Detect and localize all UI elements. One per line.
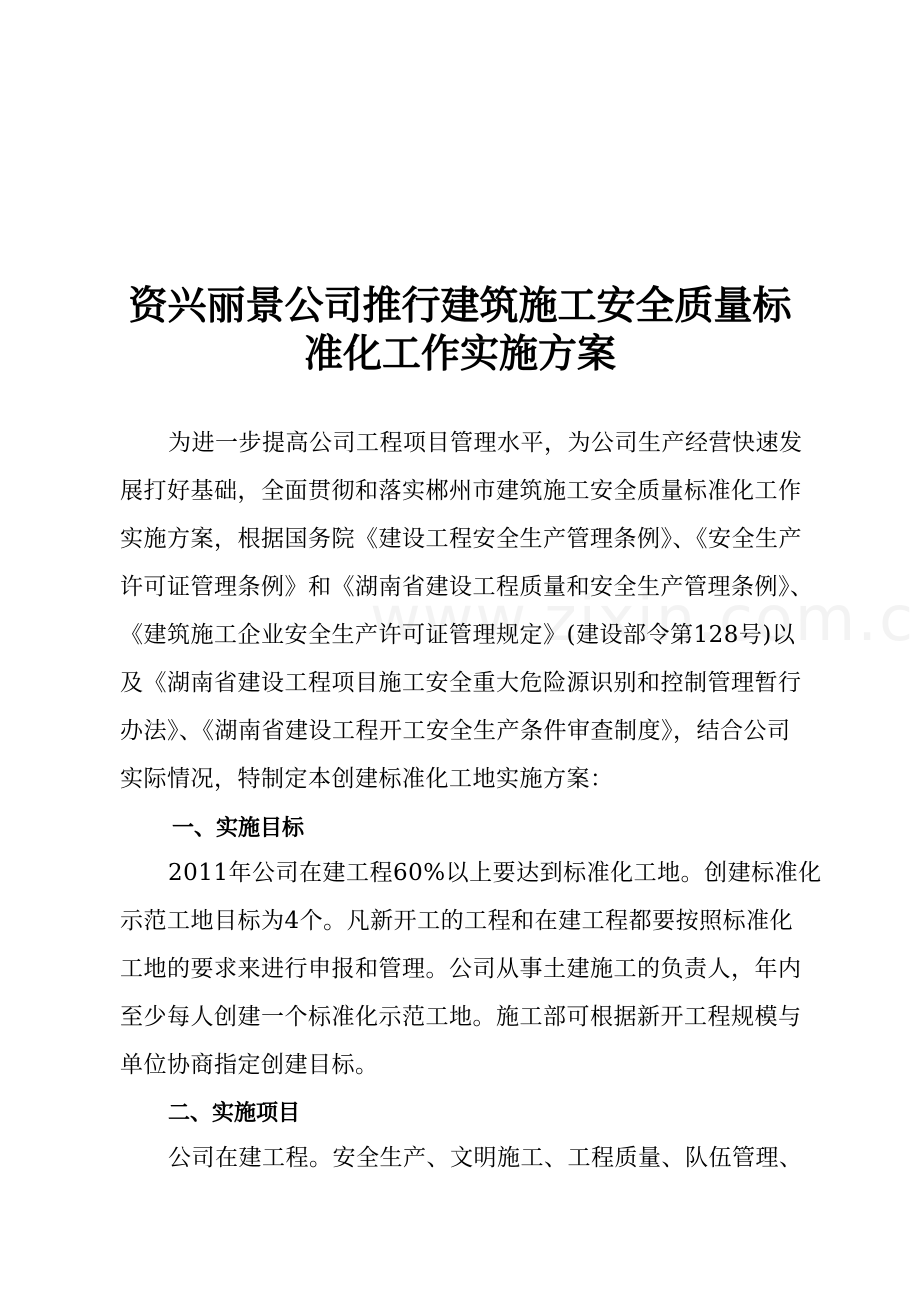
document-title-line-2: 准化工作实施方案 [303,332,616,377]
document-title-line-1: 资兴丽景公司推行建筑施工安全质量标 [128,284,792,329]
intro-line: 展打好基础，全面贯彻和落实郴州市建筑施工安全质量标准化工作 [120,478,802,504]
intro-line: 实际情况，特制定本创建标准化工地实施方案： [120,766,614,792]
intro-line: 《建筑施工企业安全生产许可证管理规定》(建设部令第128号)以 [120,622,796,648]
section-heading: 二、实施项目 [168,1101,301,1126]
intro-line: 为进一步提高公司工程项目管理水平，为公司生产经营快速发 [168,430,803,456]
section1-line: 单位协商指定创建目标。 [120,1052,379,1078]
section2-line: 公司在建工程。安全生产、文明施工、工程质量、队伍管理、 [168,1145,803,1171]
intro-line: 实施方案，根据国务院《建设工程安全生产管理条例》、《安全生产 [120,526,802,552]
section-heading: 一、实施目标 [172,816,305,841]
intro-line: 及《湖南省建设工程项目施工安全重大危险源识别和控制管理暂行 [120,670,802,696]
section1-line: 2011年公司在建工程60%以上要达到标准化工地。创建标准化 [168,860,822,886]
intro-line: 许可证管理条例》和《湖南省建设工程质量和安全生产管理条例》、 [120,574,814,600]
section1-line: 工地的要求来进行申报和管理。公司从事土建施工的负责人，年内 [120,956,802,982]
intro-line: 办法》、《湖南省建设工程开工安全生产条件审查制度》，结合公司 [120,718,791,744]
section1-line: 至少每人创建一个标准化示范工地。施工部可根据新开工程规模与 [120,1004,802,1030]
section1-line: 示范工地目标为4个。凡新开工的工程和在建工程都要按照标准化 [120,908,794,934]
